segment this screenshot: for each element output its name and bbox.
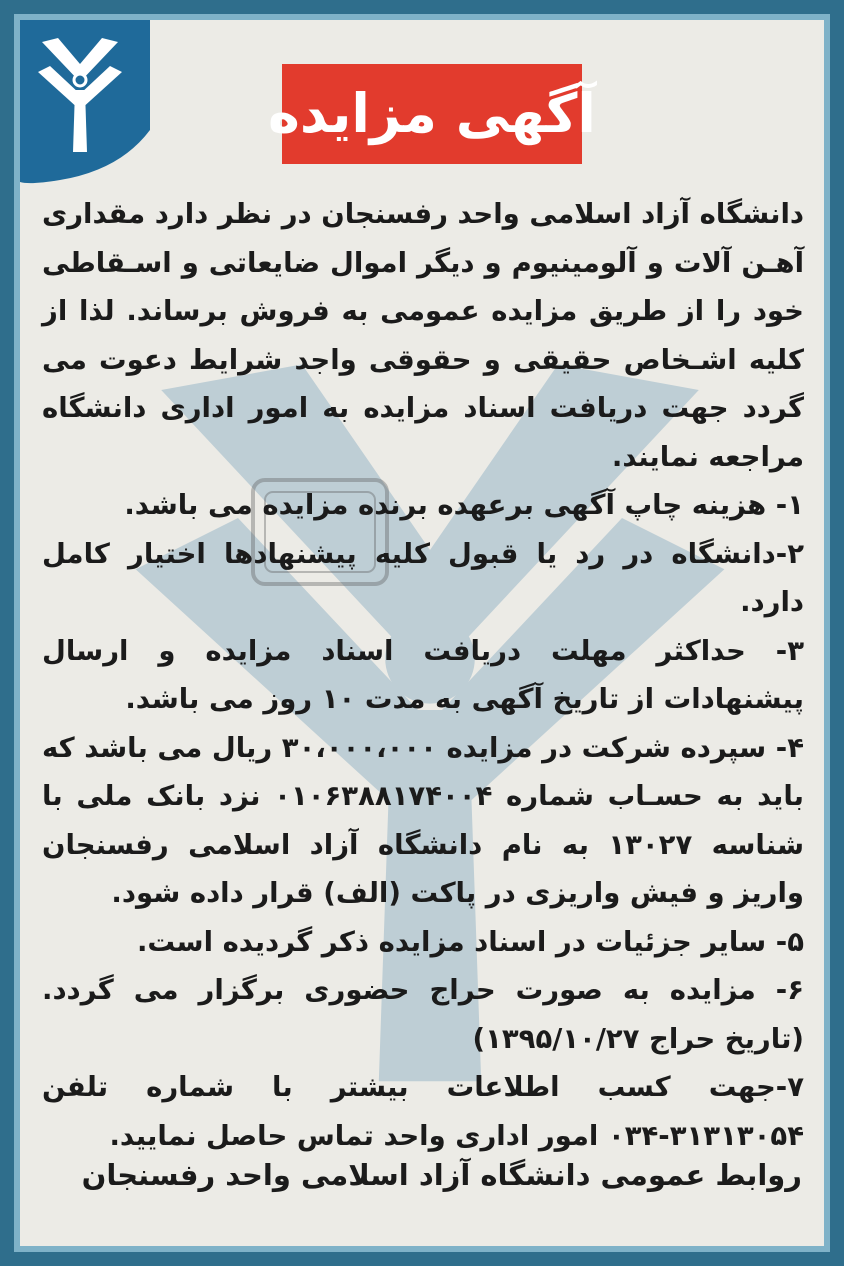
intro-paragraph: دانشگاه آزاد اسلامی واحد رفسنجان در نظر دارد مقداری آهـن آلات و آلومینیوم و دیگر اموال ضایعاتی و اسـقاطی خود را از طریق مزایده عمومی به فروش برساند. لذا از کلیه اشـخاص حقیقی و حقوقی واجد شرایط دعوت می گردد جهت دریافت اسناد مزایده به امور اداری دانشگاه مراجعه نمایند. <box>42 198 804 473</box>
frame-border <box>14 14 830 1252</box>
notice-paper <box>20 20 824 1246</box>
conditions-list <box>42 481 804 1160</box>
signature-line: روابط عمومی دانشگاه آزاد اسلامی واحد رفسنجان <box>81 1158 802 1192</box>
list-item: ۲-دانشگاه در رد یا قبول کلیه پیشنهادها اختیار کامل دارد. <box>42 537 804 618</box>
page-title: آگهی مزایده <box>268 82 596 145</box>
list-item: ۴- سپرده شرکت در مزایده ۳۰،۰۰۰،۰۰۰ ریال می باشد که باید به حسـاب شماره ۰۱۰۶۳۸۸۱۷۴۰۰۴ نزد بانک ملی با شناسه ۱۳۰۲۷ به نام دانشگاه آزاد اسلامی رفسنجان واریز و فیش واریزی در پاکت (الف) قرار داده شود. <box>42 731 804 909</box>
notice-body <box>42 190 804 1160</box>
list-item: ۵- سایر جزئیات در اسناد مزایده ذکر گردیده است. <box>136 925 804 958</box>
list-item: ۶- مزایده به صورت حراج حضوری برگزار می گردد. (تاریخ حراج ۱۳۹۵/۱۰/۲۷) <box>42 974 804 1055</box>
list-item: ۱- هزینه چاپ آگهی برعهده برنده مزایده می باشد. <box>124 489 804 521</box>
title-banner <box>268 64 596 164</box>
list-item: ۷-جهت کسب اطلاعات بیشتر با شماره تلفن ۳۱۳۱۳۰۵۴-۰۳۴ امور اداری واحد تماس حاصل نمایید. <box>42 1071 804 1152</box>
university-logo-icon <box>20 20 150 185</box>
list-item: ۳- حداکثر مهلت دریافت اسناد مزایده و ارسال پیشنهادات از تاریخ آگهی به مدت ۱۰ روز می باشد. <box>42 634 804 715</box>
